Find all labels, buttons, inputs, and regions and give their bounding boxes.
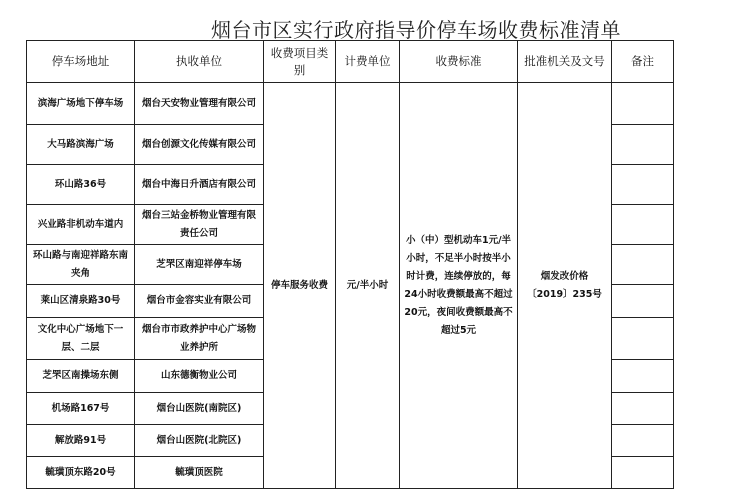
table-row (27, 83, 674, 125)
address-cell: 莱山区清泉路30号 (27, 285, 135, 318)
category-cell: 停车服务收费 (264, 83, 336, 489)
address-cell: 环山路36号 (27, 165, 135, 205)
fee-standard-table (26, 40, 674, 489)
unit-cell: 芝罘区南迎祥停车场 (135, 245, 264, 285)
address-cell: 滨海广场地下停车场 (27, 83, 135, 125)
remarks-cell (612, 393, 674, 425)
address-cell: 大马路滨海广场 (27, 125, 135, 165)
unit-cell: 烟台创源文化传媒有限公司 (135, 125, 264, 165)
remarks-cell (612, 285, 674, 318)
remarks-cell (612, 205, 674, 245)
remarks-cell (612, 83, 674, 125)
remarks-cell (612, 165, 674, 205)
remarks-cell (612, 457, 674, 489)
header-unit: 执收单位 (135, 41, 264, 83)
address-cell: 毓璜顶东路20号 (27, 457, 135, 489)
unit-cell: 烟台市金容实业有限公司 (135, 285, 264, 318)
remarks-cell (612, 318, 674, 360)
remarks-cell (612, 425, 674, 457)
remarks-cell (612, 125, 674, 165)
address-cell: 环山路与南迎祥路东南夹角 (27, 245, 135, 285)
approval-cell: 烟发改价格〔2019〕235号 (518, 83, 612, 489)
address-cell: 兴业路非机动车道内 (27, 205, 135, 245)
table-header-row (27, 41, 674, 83)
page-title: 烟台市区实行政府指导价停车场收费标准清单 (211, 18, 621, 42)
unit-cell: 毓璜顶医院 (135, 457, 264, 489)
remarks-cell (612, 360, 674, 393)
unit-cell: 烟台天安物业管理有限公司 (135, 83, 264, 125)
header-address: 停车场地址 (27, 41, 135, 83)
header-remarks: 备注 (612, 41, 674, 83)
remarks-cell (612, 245, 674, 285)
header-approval: 批准机关及文号 (518, 41, 612, 83)
unit-cell: 烟台山医院(北院区) (135, 425, 264, 457)
header-category: 收费项目类别 (264, 41, 336, 83)
header-standard: 收费标准 (400, 41, 518, 83)
unit-cell: 烟台三站金桥物业管理有限责任公司 (135, 205, 264, 245)
address-cell: 机场路167号 (27, 393, 135, 425)
unit-cell: 烟台市市政养护中心广场物业养护所 (135, 318, 264, 360)
address-cell: 芝罘区南操场东侧 (27, 360, 135, 393)
billing-unit-cell: 元/半小时 (336, 83, 400, 489)
unit-cell: 烟台山医院(南院区) (135, 393, 264, 425)
unit-cell: 山东德衡物业公司 (135, 360, 264, 393)
address-cell: 文化中心广场地下一层、二层 (27, 318, 135, 360)
unit-cell: 烟台中海日升酒店有限公司 (135, 165, 264, 205)
address-cell: 解放路91号 (27, 425, 135, 457)
standard-cell: 小（中）型机动车1元/半小时，不足半小时按半小时计费，连续停放的，每24小时收费额最高不超过20元，夜间收费额最高不超过5元 (400, 83, 518, 489)
header-billing-unit: 计费单位 (336, 41, 400, 83)
